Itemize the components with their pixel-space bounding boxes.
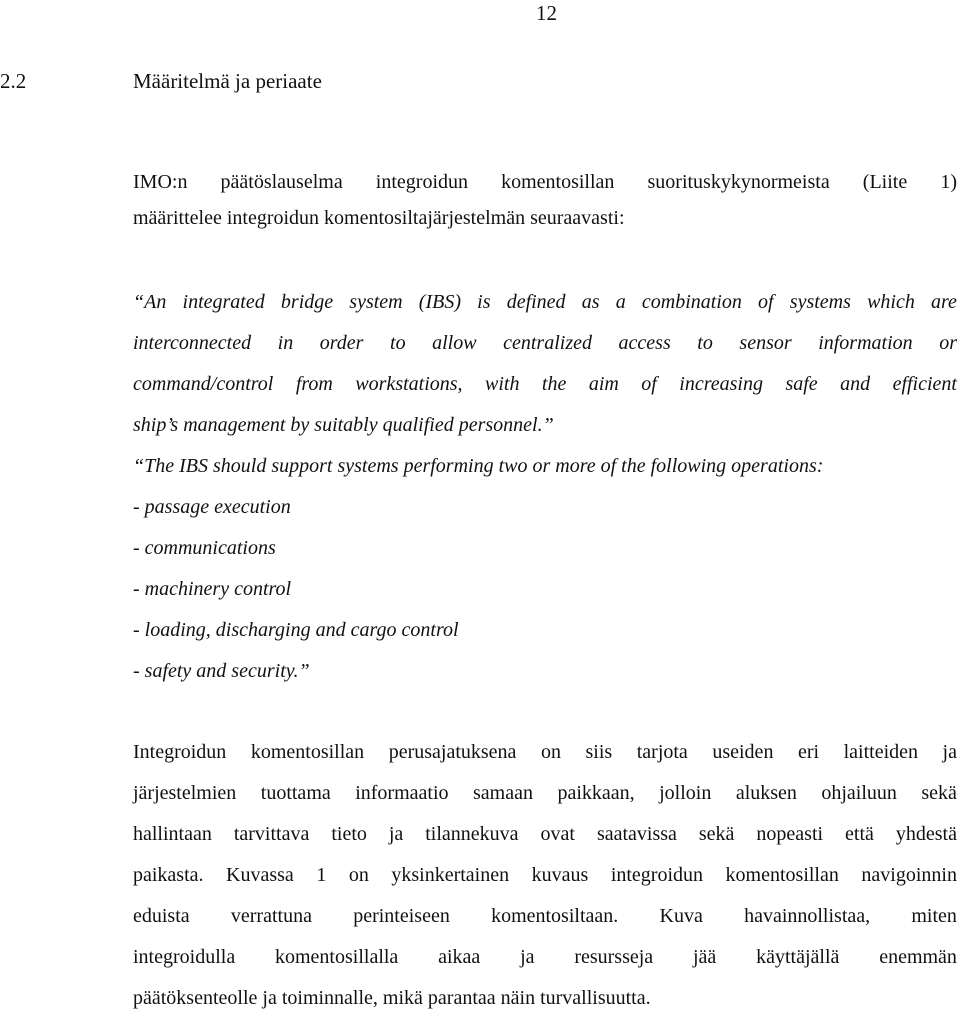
word: samaan [473,782,533,804]
word: navigoinnin [861,864,957,886]
word: jolloin [659,782,712,804]
word: centralized [503,332,592,354]
word: yhdestä [895,823,957,845]
word: or [939,332,957,354]
word: että [845,823,874,845]
definition-quote [133,282,957,446]
word: ja [942,741,957,763]
word: combination [641,291,742,313]
word: ja [388,823,404,845]
word: jää [692,946,717,968]
word: enemmän [879,946,957,968]
word: information [818,332,913,354]
word: eri [797,741,820,763]
word: hallintaan [133,823,212,845]
word: integrated [182,291,265,313]
word: as [581,291,600,313]
intro-paragraph [133,164,957,236]
word: komentosillan [725,864,839,886]
word: “An [133,291,167,313]
word: integroidulla [133,946,236,968]
word: komentosillan [501,171,615,193]
word: increasing [679,373,763,395]
word: komentosillalla [275,946,399,968]
word: safe [785,373,818,395]
word: saatavissa [596,823,677,845]
word: tuottama [260,782,331,804]
word: siis [585,741,613,763]
word: suorituskykynormeista [647,171,830,193]
paragraph-line [133,937,957,978]
word: defined [506,291,566,313]
body-paragraph [133,732,957,1019]
operations-intro: “The IBS should support systems performing two or more of the following operations: [133,455,824,477]
quote-line [133,364,957,405]
operations-quote [133,446,957,692]
word: sekä [698,823,735,845]
word: järjestelmien [133,782,237,804]
word: system [349,291,403,313]
paragraph-line [133,855,957,896]
word: tarvittava [233,823,310,845]
word: miten [911,905,957,927]
word: on [348,864,369,886]
word: interconnected [133,332,252,354]
word: ovat [540,823,575,845]
word: from [295,373,333,395]
word: a [615,291,626,313]
section-title: Määritelmä ja periaate [133,69,322,93]
word: integroidun [375,171,469,193]
word: sekä [921,782,957,804]
word: päätöslauselma [220,171,343,193]
word: Integroidun [133,741,227,763]
word: workstations, [355,373,463,395]
paragraph-line: päätöksenteolle ja toiminnalle, mikä parantaa näin turvallisuutta. [133,987,651,1009]
operations-item: - loading, discharging and cargo control [133,619,459,641]
word: (Liite [862,171,908,193]
word: käyttäjällä [756,946,840,968]
operations-item: - machinery control [133,578,292,600]
word: the [541,373,567,395]
word: nopeasti [756,823,824,845]
word: sensor [739,332,792,354]
word: useiden [712,741,774,763]
word: perusajatuksena [388,741,517,763]
paragraph-line [133,814,957,855]
word: ohjailuun [821,782,897,804]
operations-item: - passage execution [133,496,291,518]
word: Kuvassa [226,864,294,886]
word: in [277,332,294,354]
paragraph-line [133,896,957,937]
word: allow [432,332,477,354]
quote-line: ship’s management by suitably qualified personnel.” [133,414,554,436]
word: to [697,332,713,354]
quote-line [133,323,957,364]
word: with [485,373,520,395]
word: access [618,332,671,354]
word: 1 [316,864,327,886]
word: paikasta. [133,864,204,886]
word: of [641,373,657,395]
word: verrattuna [230,905,312,927]
word: tarjota [636,741,688,763]
word: laitteiden [843,741,919,763]
word: of [758,291,774,313]
word: kuvaus [531,864,589,886]
intro-line: määrittelee integroidun komentosiltajärjestelmän seuraavasti: [133,207,625,229]
word: paikkaan, [557,782,635,804]
word: aikaa [438,946,481,968]
word: integroidun [610,864,704,886]
word: tieto [331,823,367,845]
word: eduista [133,905,190,927]
word: informaatio [355,782,449,804]
word: which [867,291,915,313]
word: komentosiltaan. [491,905,619,927]
operations-item: - communications [133,537,276,559]
word: and [840,373,871,395]
word: is [477,291,491,313]
word: ja [520,946,535,968]
word: systems [789,291,851,313]
word: perinteiseen [353,905,450,927]
word: Kuva [659,905,703,927]
word: tilannekuva [425,823,519,845]
paragraph-line [133,732,957,773]
word: komentosillan [250,741,365,763]
word: aim [588,373,619,395]
word: (IBS) [418,291,461,313]
paragraph-line [133,773,957,814]
operations-item: - safety and security.” [133,660,310,682]
word: 1) [940,171,957,193]
word: IMO:n [133,171,188,193]
word: order [319,332,364,354]
word: bridge [280,291,334,313]
word: efficient [892,373,957,395]
intro-line [133,164,957,200]
section-number: 2.2 [0,69,27,93]
word: on [540,741,561,763]
page-number: 12 [536,1,557,25]
word: aluksen [735,782,797,804]
word: are [931,291,957,313]
word: command/control [133,373,274,395]
word: resursseja [574,946,654,968]
word: havainnollistaa, [744,905,871,927]
word: to [390,332,406,354]
quote-line [133,282,957,323]
word: yksinkertainen [391,864,510,886]
